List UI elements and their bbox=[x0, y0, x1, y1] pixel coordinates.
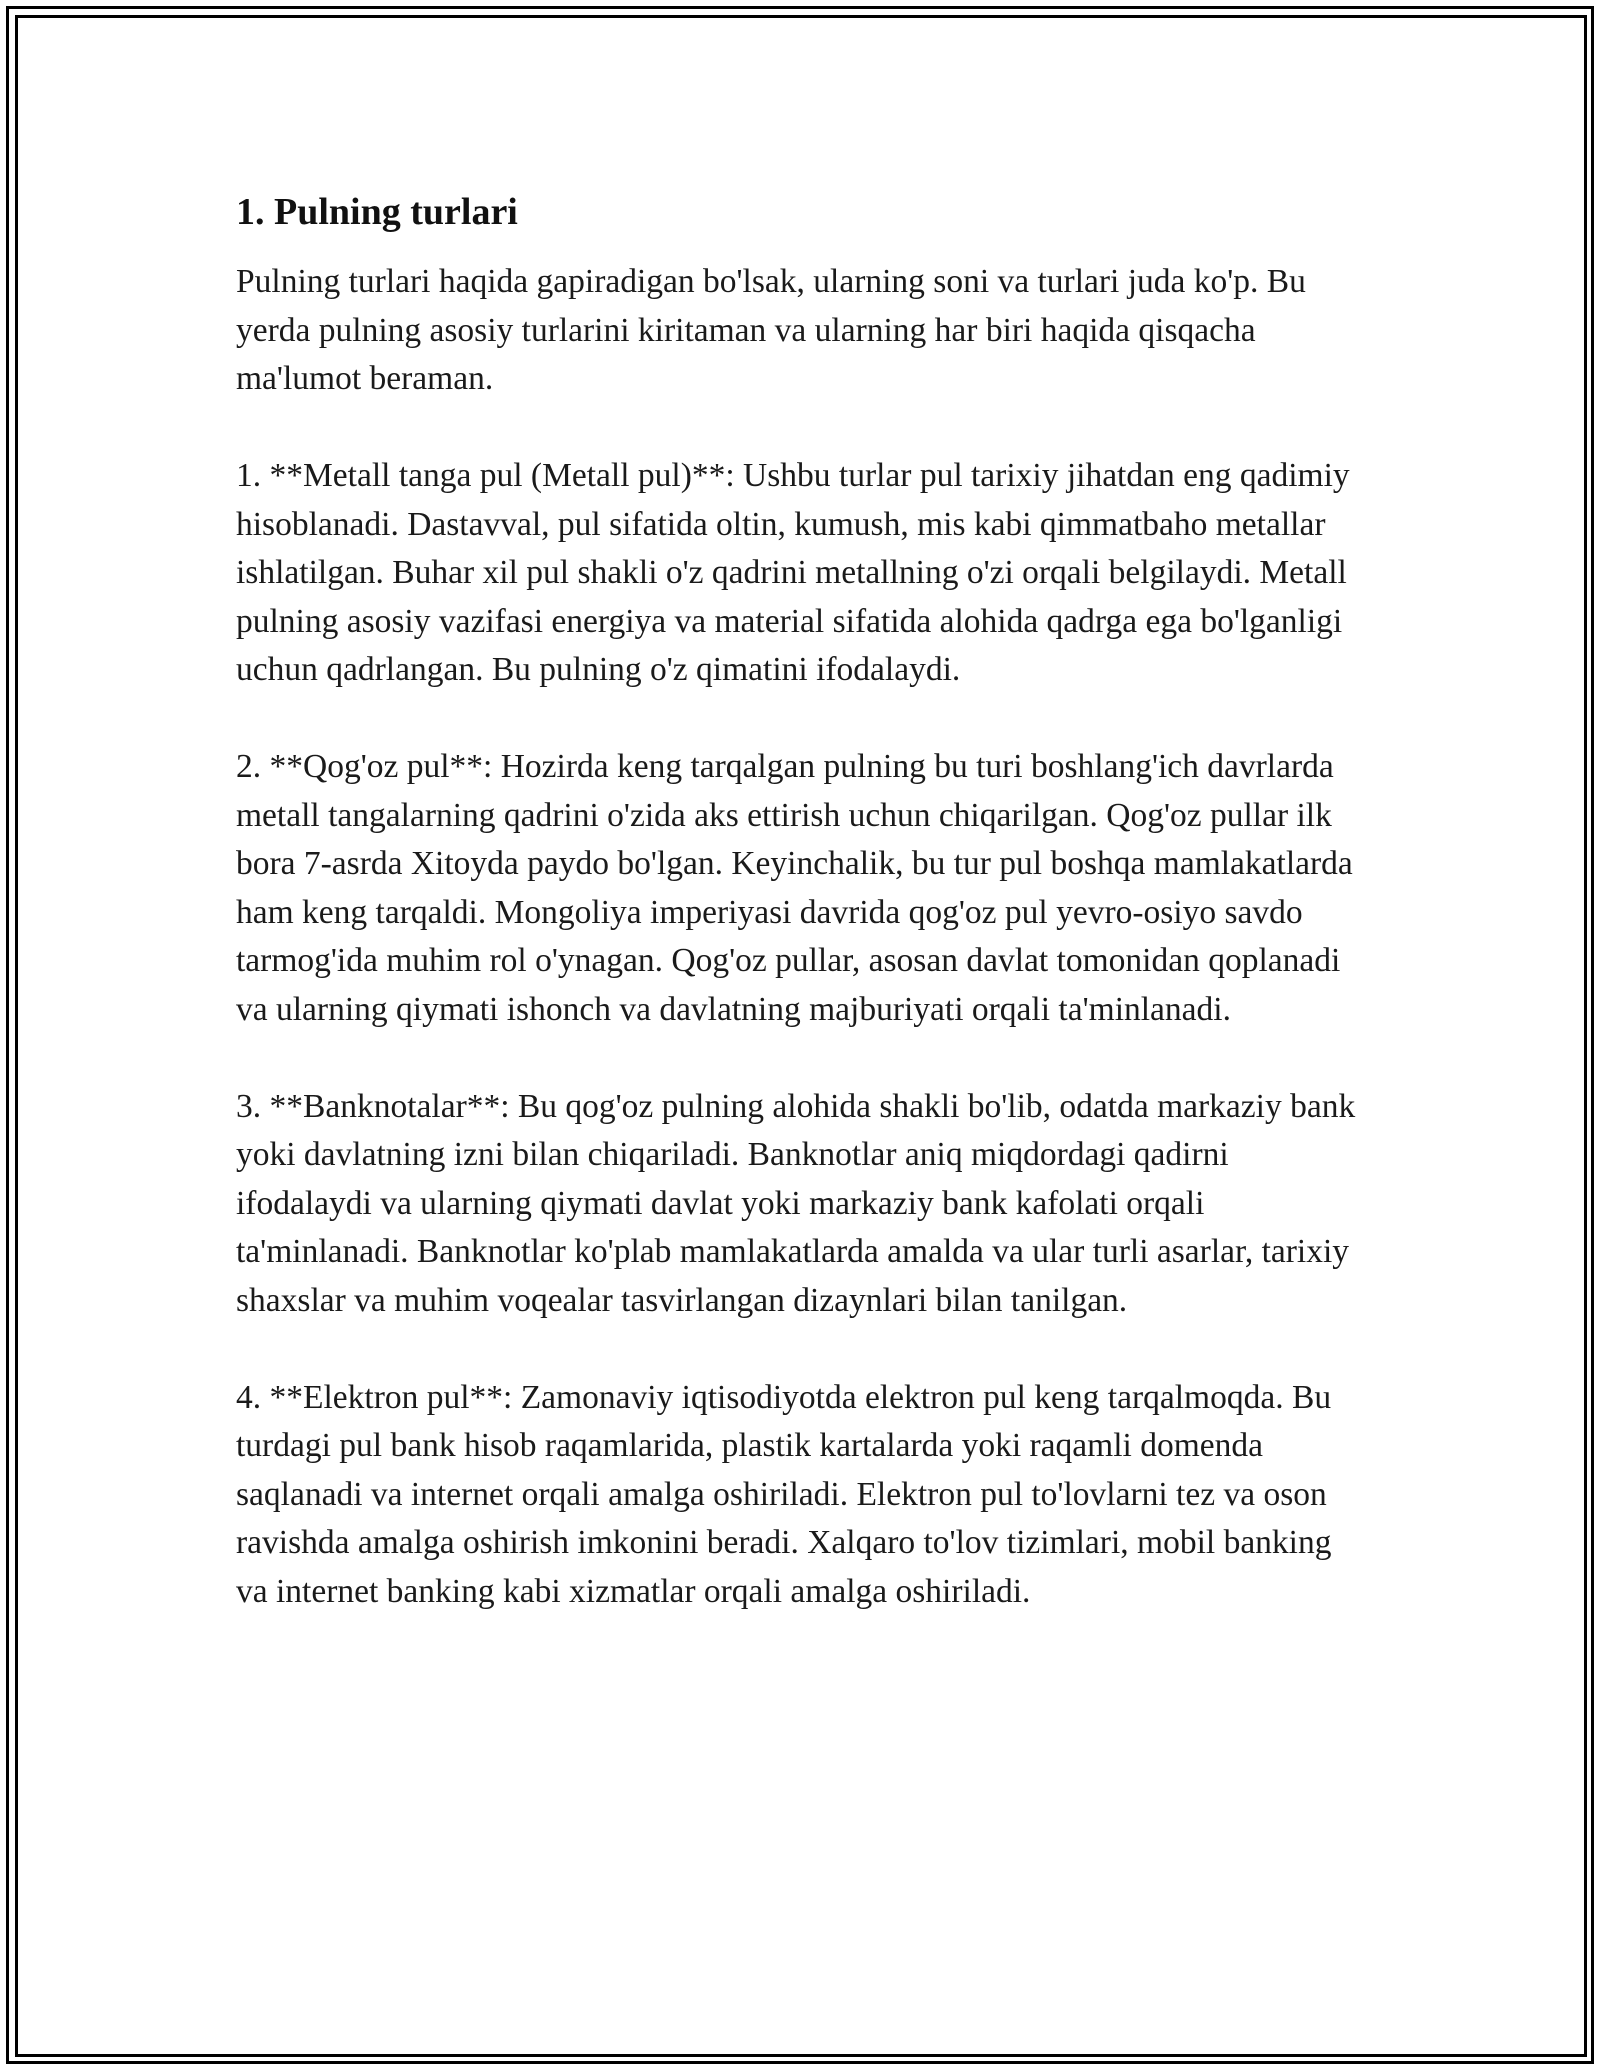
paragraph-elektron-pul: 4. **Elektron pul**: Zamonaviy iqtisodiyotda elektron pul keng tarqalmoqda. Bu turdagi pul bank hisob raqamlarida, plastik kartalarda yoki raqamli domenda saqlanadi va internet orqali amalga oshiriladi. Elektron pul to'lovlarni tez va oson ravishda amalga oshirish imkonini beradi. Xalqaro to'lov tizimlari, mobil banking va internet banking kabi xizmatlar orqali amalga oshiriladi. bbox=[236, 1378, 1332, 1610]
paragraph-qogoz-pul: 2. **Qog'oz pul**: Hozirda keng tarqalgan pulning bu turi boshlang'ich davrlarda metall tangalarning qadrini o'zida aks ettirish uchun chiqarilgan. Qog'oz pullar ilk bora 7-asrda Xitoyda paydo bo'lgan. Keyinchalik, bu tur pul boshqa mamlakatlarda ham keng tarqaldi. Mongoliya imperiyasi davrida qog'oz pul yevro-osiyo savdo tarmog'ida muhim rol o'ynagan. Qog'oz pullar, asosan davlat tomonidan qoplanadi va ularning qiymati ishonch va davlatning majburiyati orqali ta'minlanadi. bbox=[236, 748, 1353, 1028]
paragraph-metall-pul: 1. **Metall tanga pul (Metall pul)**: Ushbu turlar pul tarixiy jihatdan eng qadimiy hisoblanadi. Dastavval, pul sifatida oltin, kumush, mis kabi qimmatbaho metallar ishlatilgan. Buhar xil pul shakli o'z qadrini metallning o'zi orqali belgilaydi. Metall pulning asosiy vazifasi energiya va material sifatida alohida qadrga ega bo'lganligi uchun qadrlangan. Bu pulning o'z qimatini ifodalaydi. bbox=[236, 457, 1350, 688]
section-heading: 1. Pulning turlari bbox=[236, 191, 518, 233]
intro-paragraph: Pulning turlari haqida gapiradigan bo'lsak, ularning soni va turlari juda ko'p. Bu yerda pulning asosiy turlarini kiritaman va ularning har biri haqida qisqacha ma'lumot beraman. bbox=[236, 263, 1306, 397]
paragraph-banknotalar: 3. **Banknotalar**: Bu qog'oz pulning alohida shakli bo'lib, odatda markaziy bank yoki davlatning izni bilan chiqariladi. Banknotlar aniq miqdordagi qadirni ifodalaydi va ularning qiymati davlat yoki markaziy bank kafolati orqali ta'minlanadi. Banknotlar ko'plab mamlakatlarda amalda va ular turli asarlar, tarixiy shaxslar va muhim voqealar tasvirlangan dizaynlari bilan tanilgan. bbox=[236, 1087, 1356, 1319]
document-body bbox=[236, 188, 1366, 1616]
